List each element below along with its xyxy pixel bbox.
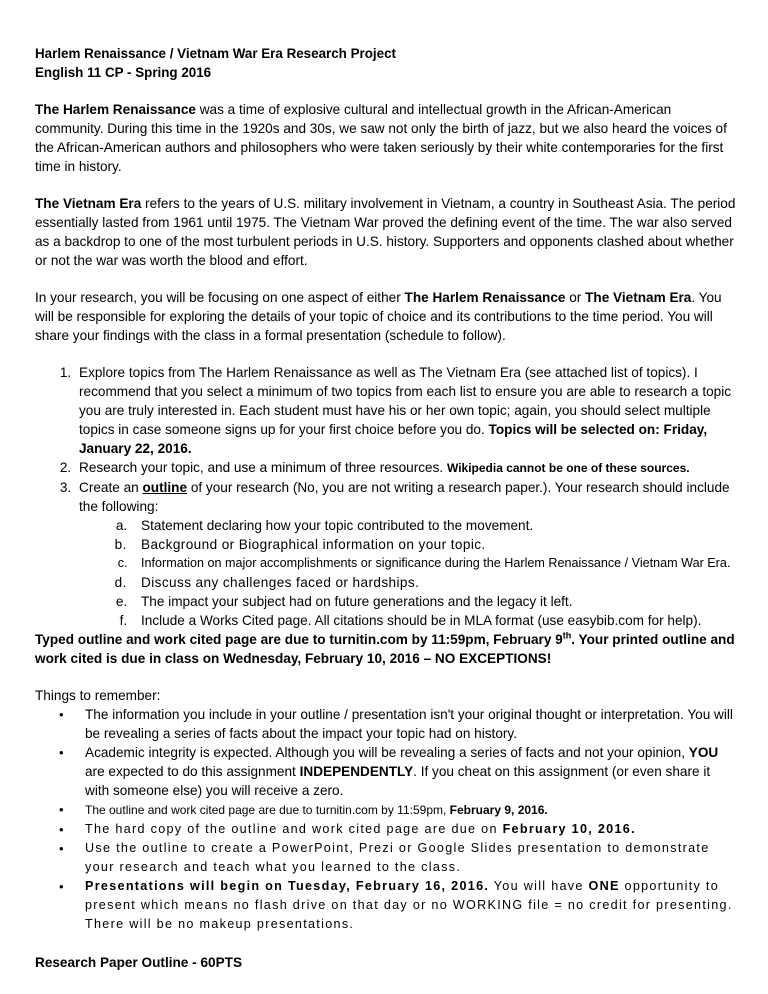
requirement-d-text: Discuss any challenges faced or hardships.: [141, 575, 420, 590]
outline-section-title: Research Paper Outline - 60PTS: [35, 955, 243, 970]
harlem-term: The Harlem Renaissance: [35, 102, 196, 117]
bullet-icon: •: [59, 879, 65, 894]
reminder-1-text: The information you include in your outline / presentation isn't your original thought or interpretation. You will be revealing a series of facts about the impact your topic had on history.: [85, 707, 733, 741]
research-text-a: In your research, you will be focusing on one aspect of either: [35, 290, 405, 305]
vietnam-term: The Vietnam Era: [35, 196, 142, 211]
bullet-icon: •: [59, 707, 64, 722]
bullet-icon: •: [59, 802, 64, 817]
due-date-notice: [35, 630, 737, 668]
reminder-4-text: The hard copy of the outline and work cited page are due on: [85, 822, 503, 836]
bullet-icon: •: [59, 841, 65, 856]
requirement-b: [131, 535, 737, 554]
things-heading: Things to remember:: [35, 688, 161, 703]
step-1: [75, 363, 737, 458]
requirement-f-text: Include a Works Cited page. All citations should be in MLA format (use easybib.com for help).: [141, 613, 702, 628]
reminder-2-text-c: . If you cheat on this assignment (or even share it with someone else) you will receive a zero.: [85, 764, 711, 798]
research-term-vietnam: The Vietnam Era: [585, 290, 692, 305]
step-1-text: Explore topics from The Harlem Renaissance as well as The Vietnam Era (see attached list of topics). I recommend that you select a minimum of two topics from each list to ensure you are able to research a topic you are truly interested in. Each student must have his or her own topic; again, you should select multiple topics in case someone signs up for your first choice before you do.: [79, 365, 732, 437]
research-text-or: or: [565, 290, 586, 305]
requirement-a: [131, 516, 737, 535]
reminder-2: [59, 743, 737, 800]
research-term-harlem: The Harlem Renaissance: [404, 290, 566, 305]
requirement-a-text: Statement declaring how your topic contributed to the movement.: [141, 518, 534, 533]
step-3: [75, 478, 737, 630]
steps-list: [35, 363, 737, 630]
step-1-deadline: Topics will be selected on: Friday, January 22, 2016.: [79, 422, 708, 456]
course-subtitle: English 11 CP - Spring 2016: [35, 65, 212, 80]
step-3-outline-term: outline: [142, 480, 188, 495]
step-2: [75, 458, 737, 478]
reminder-3-text: The outline and work cited page are due to turnitin.com by 11:59pm,: [85, 803, 450, 817]
outline-requirements: [79, 516, 737, 630]
requirement-e: [131, 592, 737, 611]
requirement-f: [131, 611, 737, 630]
reminder-5-text: Use the outline to create a PowerPoint, Prezi or Google Slides presentation to demonstrate your research and teach what you learned to the class.: [85, 841, 710, 874]
vietnam-paragraph: [35, 194, 737, 270]
bullet-icon: •: [59, 745, 64, 760]
reminder-6: [59, 877, 737, 934]
requirement-b-text: Background or Biographical information on your topic.: [141, 537, 486, 552]
reminder-1: [59, 705, 737, 743]
research-paragraph: [35, 288, 737, 345]
reminder-3-date: February 9, 2016.: [449, 803, 548, 817]
reminder-5: [59, 839, 737, 877]
step-3-text-a: Create an: [79, 480, 143, 495]
harlem-text: was a time of explosive cultural and intellectual growth in the African-American community. During this time in the 1920s and 30s, we saw not only the birth of jazz, but we also heard the voices of the African-American authors and philosophers who were taken seriously by their white contemporaries for the first time in history.: [35, 102, 727, 174]
reminder-2-you: YOU: [688, 745, 719, 760]
reminder-3: [59, 800, 737, 820]
vietnam-text: refers to the years of U.S. military involvement in Vietnam, a country in Southeast Asia. The period essentially lasted from 1961 until 1975. The Vietnam War proved the defining event of the time. The war also served as a backdrop to one of the most turbulent periods in U.S. history. Supporters and opponents clashed about whether or not the war was worth the blood and effort.: [35, 196, 736, 268]
document-page: [35, 44, 737, 972]
due-text-a: Typed outline and work cited page are due to turnitin.com by 11:59pm, February 9: [35, 632, 563, 647]
research-text-b: . You will be responsible for exploring the details of your topic of choice and its contributions to the time period. You will share your findings with the class in a formal presentation (schedule to follow).: [35, 290, 722, 343]
bullet-icon: •: [59, 822, 65, 837]
requirement-c: [131, 554, 737, 573]
reminder-6-text-a: You will have: [489, 879, 589, 893]
requirement-e-text: The impact your subject had on future generations and the legacy it left.: [141, 594, 573, 609]
requirement-c-text: Information on major accomplishments or significance during the Harlem Renaissance / Vietnam War Era.: [141, 556, 731, 570]
reminder-6-date: Presentations will begin on Tuesday, February 16, 2016.: [85, 879, 490, 893]
reminder-4: [59, 820, 737, 839]
step-2-text: Research your topic, and use a minimum of three resources.: [79, 460, 447, 475]
reminder-2-independently: INDEPENDENTLY: [299, 764, 414, 779]
due-text-b: . Your printed outline and work cited is due in class on Wednesday, February 10, 2016 – NO EXCEPTIONS!: [35, 632, 735, 666]
reminder-6-one: ONE: [588, 879, 620, 893]
reminders-list: [35, 705, 737, 934]
reminder-2-text-b: are expected to do this assignment: [85, 764, 300, 779]
step-3-text-b: of your research (No, you are not writing a research paper.). Your research should include the following:: [79, 480, 730, 514]
step-2-warning: Wikipedia cannot be one of these sources.: [446, 461, 690, 475]
requirement-d: [131, 573, 737, 592]
harlem-paragraph: [35, 100, 737, 176]
reminder-4-date: February 10, 2016.: [502, 822, 636, 836]
reminder-2-text-a: Academic integrity is expected. Although you will be revealing a series of facts and not your opinion,: [85, 745, 689, 760]
due-sup: th: [562, 630, 572, 641]
project-title: Harlem Renaissance / Vietnam War Era Research Project: [35, 46, 396, 61]
reminder-6-text-b: opportunity to present which means no flash drive on that day or no WORKING file = no credit for presenting. There will be no makeup presentations.: [85, 879, 733, 931]
